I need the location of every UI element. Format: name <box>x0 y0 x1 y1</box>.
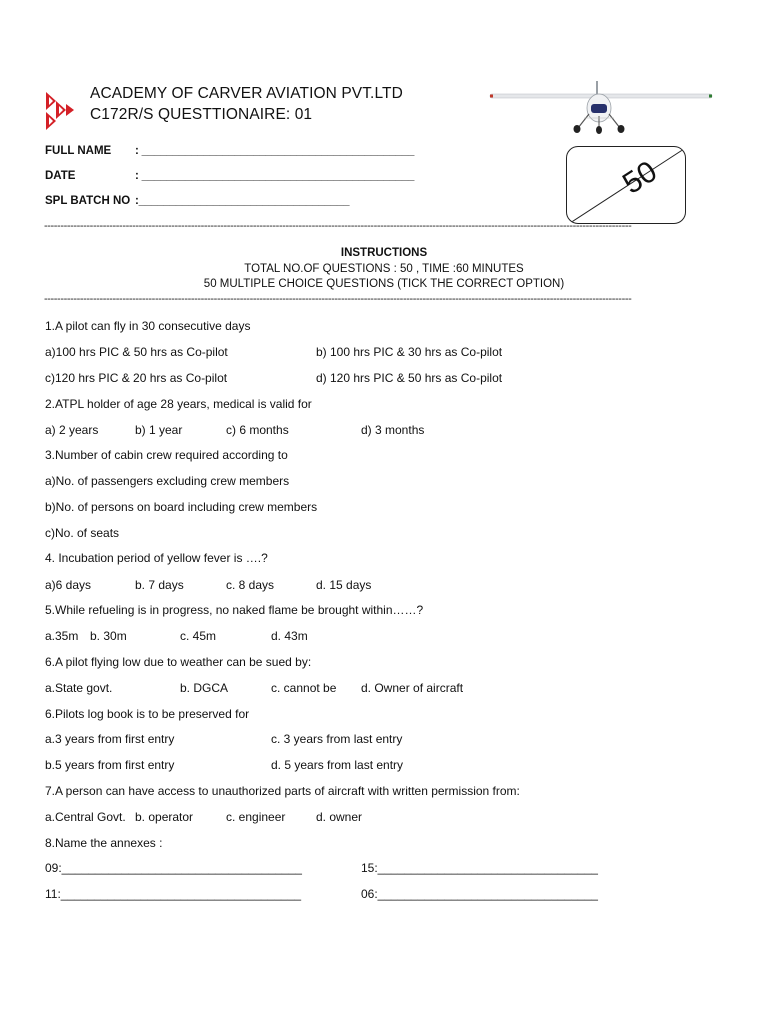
batch-no-field[interactable]: :__________________________________ <box>135 195 350 207</box>
academy-name: ACADEMY OF CARVER AVIATION PVT.LTD <box>90 85 403 102</box>
q5-option-c[interactable]: c. 45m <box>180 629 217 643</box>
q3-option-a[interactable]: a)No. of passengers excluding crew members <box>45 474 290 488</box>
question-4: 4. Incubation period of yellow fever is ….? <box>45 551 268 565</box>
annex-15-field[interactable]: 15:_________________________________ <box>361 861 598 875</box>
q6b-option-a[interactable]: a.3 years from first entry <box>45 732 175 746</box>
q7-option-b[interactable]: b. operator <box>135 810 194 824</box>
instructions-line-2: 50 MULTIPLE CHOICE QUESTIONS (TICK THE CORRECT OPTION) <box>203 278 565 290</box>
q4-option-a[interactable]: a)6 days <box>45 578 92 592</box>
q5-option-d[interactable]: d. 43m <box>271 629 308 643</box>
q2-option-c[interactable]: c) 6 months <box>226 423 289 437</box>
q1-option-c[interactable]: c)120 hrs PIC & 20 hrs as Co-pilot <box>45 371 228 385</box>
q7-option-d[interactable]: d. owner <box>316 810 363 824</box>
q4-option-d[interactable]: d. 15 days <box>316 578 372 592</box>
q6b-option-c[interactable]: c. 3 years from last entry <box>271 732 403 746</box>
q4-option-b[interactable]: b. 7 days <box>135 578 184 592</box>
divider-top: ------------------------------------------------------------------------------------------------------------------------------------------------------------------------------------ <box>44 220 632 232</box>
full-name-field[interactable]: : ____________________________________________ <box>135 145 415 157</box>
marks-box <box>566 146 686 224</box>
aircraft-image <box>488 78 716 136</box>
instructions-line-1: TOTAL NO.OF QUESTIONS : 50 , TIME :60 MINUTES <box>244 263 524 275</box>
q3-option-c[interactable]: c)No. of seats <box>45 526 120 540</box>
q1-option-b[interactable]: b) 100 hrs PIC & 30 hrs as Co-pilot <box>316 345 503 359</box>
q1-option-d[interactable]: d) 120 hrs PIC & 50 hrs as Co-pilot <box>316 371 503 385</box>
question-6b: 6.Pilots log book is to be preserved for <box>45 707 250 721</box>
q2-option-a[interactable]: a) 2 years <box>45 423 99 437</box>
q6a-option-d[interactable]: d. Owner of aircraft <box>361 681 464 695</box>
question-6a: 6.A pilot flying low due to weather can be sued by: <box>45 655 312 669</box>
q6b-option-d[interactable]: d. 5 years from last entry <box>271 758 404 772</box>
q1-option-a[interactable]: a)100 hrs PIC & 50 hrs as Co-pilot <box>45 345 228 359</box>
q2-option-d[interactable]: d) 3 months <box>361 423 425 437</box>
q6a-option-c[interactable]: c. cannot be <box>271 681 337 695</box>
date-field[interactable]: : ____________________________________________ <box>135 170 415 182</box>
marks-total: 50 <box>617 154 663 201</box>
question-7: 7.A person can have access to unauthorized parts of aircraft with written permission from: <box>45 784 520 798</box>
q6b-option-b[interactable]: b.5 years from first entry <box>45 758 175 772</box>
divider-bottom: ------------------------------------------------------------------------------------------------------------------------------------------------------------------------------------ <box>44 293 632 305</box>
full-name-label: FULL NAME <box>45 145 112 157</box>
question-3: 3.Number of cabin crew required according to <box>45 448 288 462</box>
date-label: DATE <box>45 170 76 182</box>
question-5: 5.While refueling is in progress, no naked flame be brought within……? <box>45 603 424 617</box>
question-2: 2.ATPL holder of age 28 years, medical is valid for <box>45 397 312 411</box>
q6a-option-b[interactable]: b. DGCA <box>180 681 229 695</box>
q6a-option-a[interactable]: a.State govt. <box>45 681 113 695</box>
batch-no-label: SPL BATCH NO <box>45 195 131 207</box>
q5-option-a[interactable]: a.35m <box>45 629 79 643</box>
q7-option-a[interactable]: a.Central Govt. <box>45 810 126 824</box>
q5-option-b[interactable]: b. 30m <box>90 629 127 643</box>
q4-option-c[interactable]: c. 8 days <box>226 578 275 592</box>
question-1: 1.A pilot can fly in 30 consecutive days <box>45 319 251 333</box>
annex-11-field[interactable]: 11:____________________________________ <box>45 887 302 901</box>
q7-option-c[interactable]: c. engineer <box>226 810 286 824</box>
questionnaire-title: C172R/S QUESTTIONAIRE: 01 <box>90 106 313 123</box>
academy-logo-icon <box>44 90 78 130</box>
q3-option-b[interactable]: b)No. of persons on board including crew members <box>45 500 318 514</box>
annex-09-field[interactable]: 09:____________________________________ <box>45 861 302 875</box>
question-8: 8.Name the annexes : <box>45 836 163 850</box>
annex-06-field[interactable]: 06:_________________________________ <box>361 887 598 901</box>
instructions-heading: INSTRUCTIONS <box>340 247 428 259</box>
q2-option-b[interactable]: b) 1 year <box>135 423 183 437</box>
